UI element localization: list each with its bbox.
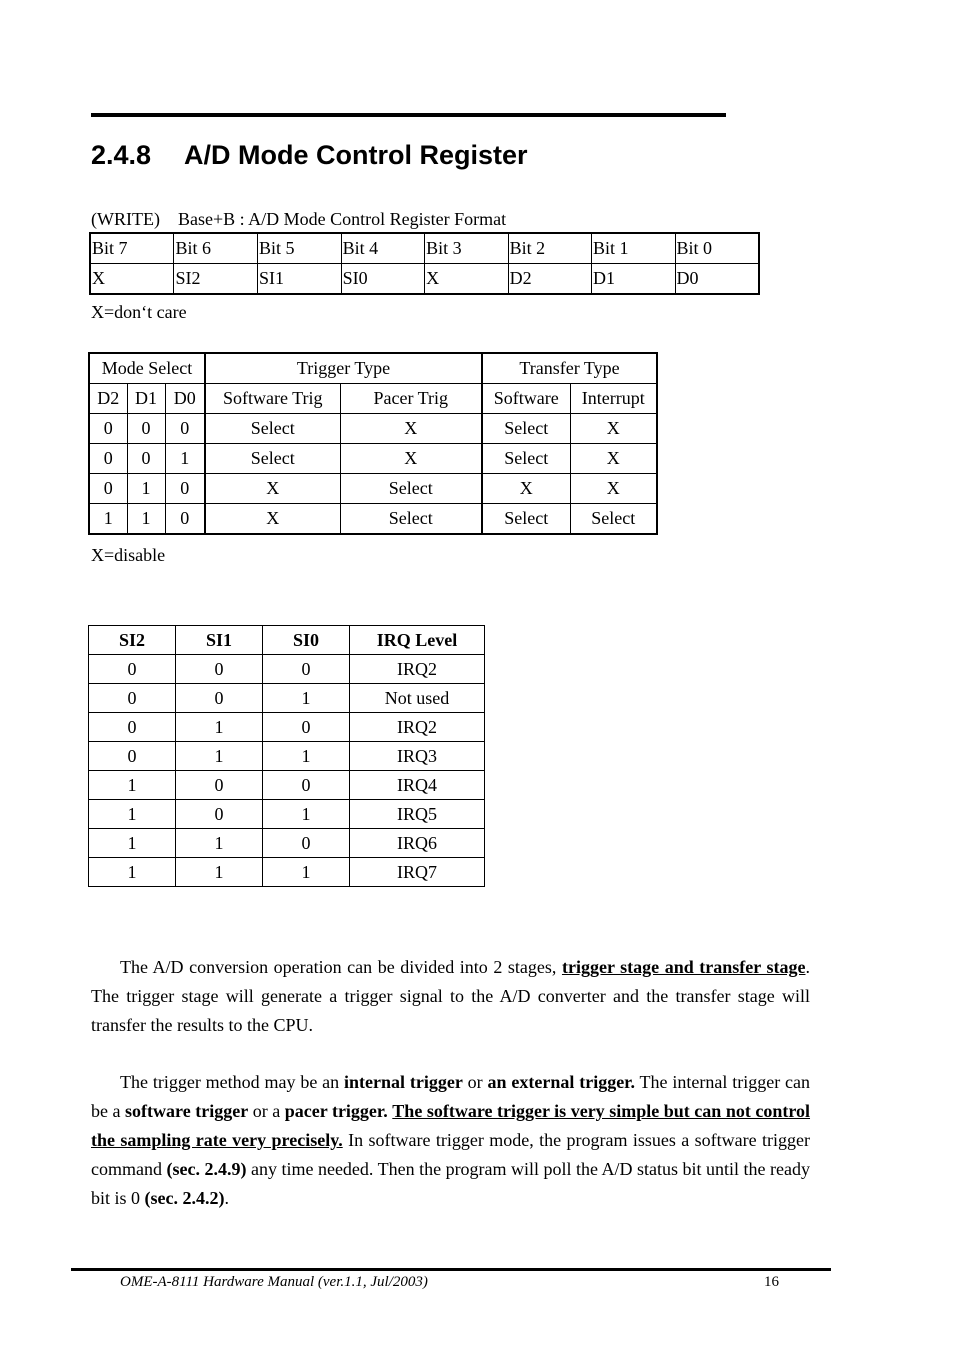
bit-value: SI2 [174, 264, 258, 295]
bit-value: X [90, 264, 174, 295]
column-header: IRQ Level [350, 626, 485, 655]
table-row [89, 829, 485, 858]
table-cell: X [570, 474, 657, 504]
table-cell: 1 [176, 858, 263, 887]
mode-column-row [89, 384, 657, 414]
table-cell: IRQ2 [350, 713, 485, 742]
mode-group-row [89, 353, 657, 384]
group-header: Transfer Type [482, 353, 657, 384]
text-run: any time needed. Then the program will poll the A/D status bit until the ready bit is 0 [91, 1159, 811, 1208]
table-cell: Select [482, 504, 570, 535]
table-cell: Select [482, 444, 570, 474]
register-header-row [90, 233, 759, 264]
table-cell: IRQ3 [350, 742, 485, 771]
bit-value: X [425, 264, 508, 295]
text-run: . [224, 1188, 229, 1208]
column-header: SI0 [263, 626, 350, 655]
section-heading [91, 140, 528, 171]
table-cell: 1 [89, 829, 176, 858]
bit-value: D1 [592, 264, 675, 295]
table-cell: 1 [263, 684, 350, 713]
table-cell: Select [205, 414, 340, 444]
table-row [89, 684, 485, 713]
table-cell: 1 [263, 800, 350, 829]
text-run: The trigger method may be an [120, 1072, 345, 1092]
table-cell: 0 [89, 684, 176, 713]
column-header: D0 [165, 384, 205, 414]
section-number: 2.4.8 [91, 140, 152, 170]
table-cell: IRQ4 [350, 771, 485, 800]
mode-select-table [88, 352, 658, 535]
column-header: Software [482, 384, 570, 414]
table-cell: 1 [176, 713, 263, 742]
section-reference: (sec. 2.4.2) [144, 1188, 225, 1208]
paragraph-conversion-stages [91, 953, 810, 1040]
register-value-row [90, 264, 759, 295]
table-cell: 1 [89, 858, 176, 887]
table-cell: 1 [176, 742, 263, 771]
table-cell: Not used [350, 684, 485, 713]
column-header: SI2 [89, 626, 176, 655]
table-row [89, 800, 485, 829]
table-row [89, 655, 485, 684]
bit-header: Bit 7 [90, 233, 174, 264]
table-cell: 1 [127, 504, 165, 535]
page-number: 16 [764, 1274, 779, 1290]
register-caption: (WRITE) Base+B : A/D Mode Control Register Format [91, 209, 507, 229]
bit-header: Bit 4 [341, 233, 425, 264]
table-cell: IRQ2 [350, 655, 485, 684]
footer-rule [71, 1268, 831, 1271]
table-cell: 1 [263, 858, 350, 887]
bit-header: Bit 0 [675, 233, 759, 264]
table-cell: 1 [263, 742, 350, 771]
text-run: In software trigger mode, the program issues a software trigger command [91, 1130, 810, 1179]
bit-header: Bit 6 [174, 233, 258, 264]
table-cell: 0 [263, 655, 350, 684]
top-rule [91, 113, 726, 117]
column-header: D1 [127, 384, 165, 414]
table-cell: X [570, 414, 657, 444]
table-cell: 1 [89, 800, 176, 829]
bold-text: pacer trigger. [284, 1101, 388, 1121]
table-row [89, 504, 657, 535]
table-cell: Select [482, 414, 570, 444]
irq-level-table [88, 625, 485, 887]
table-cell: X [205, 504, 340, 535]
bit-value: SI0 [341, 264, 425, 295]
register-format-table [89, 232, 760, 295]
table-cell: 0 [165, 414, 205, 444]
bit-value: SI1 [258, 264, 342, 295]
table-cell: 0 [127, 444, 165, 474]
text-run: The internal trigger can be a [91, 1072, 811, 1121]
table-cell: 0 [263, 713, 350, 742]
table-cell: X [205, 474, 340, 504]
table-row [89, 742, 485, 771]
table-cell: IRQ6 [350, 829, 485, 858]
table-cell: 1 [127, 474, 165, 504]
group-header: Trigger Type [205, 353, 482, 384]
bit-header: Bit 2 [508, 233, 591, 264]
text-run: The A/D conversion operation can be divided into 2 stages, [120, 957, 562, 977]
footer-manual-title: OME-A-8111 Hardware Manual (ver.1.1, Jul/2003) [120, 1274, 428, 1290]
table-cell: 0 [165, 474, 205, 504]
table-cell: 0 [176, 684, 263, 713]
table-cell: Select [205, 444, 340, 474]
bold-underlined-text: The software trigger is very simple but can not control the sampling rate very precisely. [91, 1101, 811, 1150]
bold-text: software trigger [125, 1101, 249, 1121]
table-cell: X [340, 444, 482, 474]
table-cell: 1 [89, 771, 176, 800]
table-cell: 1 [176, 829, 263, 858]
group-header: Mode Select [89, 353, 205, 384]
irq-header-row [89, 626, 485, 655]
text-run: . The trigger stage will generate a trigger signal to the A/D converter and the transfer stage will transfer the results to the CPU. [91, 957, 810, 1035]
table-row [89, 444, 657, 474]
section-reference: (sec. 2.4.9) [166, 1159, 247, 1179]
table-cell: 0 [263, 771, 350, 800]
table-cell: 0 [176, 800, 263, 829]
table-cell: X [570, 444, 657, 474]
table-cell: 1 [89, 504, 127, 535]
bold-underlined-text: trigger stage and transfer stage [561, 957, 806, 977]
bit-header: Bit 3 [425, 233, 508, 264]
table-cell: X [340, 414, 482, 444]
table-cell: 0 [89, 474, 127, 504]
table-row [89, 771, 485, 800]
table-cell: Select [340, 504, 482, 535]
table-cell: 0 [176, 771, 263, 800]
column-header: SI1 [176, 626, 263, 655]
table-cell: 0 [165, 504, 205, 535]
table-cell: Select [340, 474, 482, 504]
bit-value: D2 [508, 264, 591, 295]
column-header: Interrupt [570, 384, 657, 414]
table-cell: X [482, 474, 570, 504]
table-cell: IRQ5 [350, 800, 485, 829]
column-header: D2 [89, 384, 127, 414]
bit-value: D0 [675, 264, 759, 295]
paragraph-trigger-method [91, 1068, 810, 1213]
table-cell: 0 [89, 414, 127, 444]
table-row [89, 858, 485, 887]
table-row [89, 713, 485, 742]
table-row [89, 474, 657, 504]
table-cell: 0 [263, 829, 350, 858]
table-row [89, 414, 657, 444]
text-run: or [462, 1072, 488, 1092]
bold-text: an external trigger. [487, 1072, 636, 1092]
table-cell: 0 [89, 713, 176, 742]
register-note: X=don‘t care [91, 302, 187, 322]
bit-header: Bit 1 [592, 233, 675, 264]
section-title: A/D Mode Control Register [184, 140, 528, 170]
column-header: Software Trig [205, 384, 340, 414]
bold-text: internal trigger [344, 1072, 463, 1092]
table-cell: 0 [127, 414, 165, 444]
table-cell: 0 [176, 655, 263, 684]
mode-note: X=disable [91, 545, 166, 565]
bit-header: Bit 5 [258, 233, 342, 264]
text-run: or a [248, 1101, 285, 1121]
table-cell: 0 [89, 444, 127, 474]
table-cell: IRQ7 [350, 858, 485, 887]
table-cell: 0 [89, 742, 176, 771]
table-cell: Select [570, 504, 657, 535]
table-cell: 1 [165, 444, 205, 474]
table-cell: 0 [89, 655, 176, 684]
column-header: Pacer Trig [340, 384, 482, 414]
